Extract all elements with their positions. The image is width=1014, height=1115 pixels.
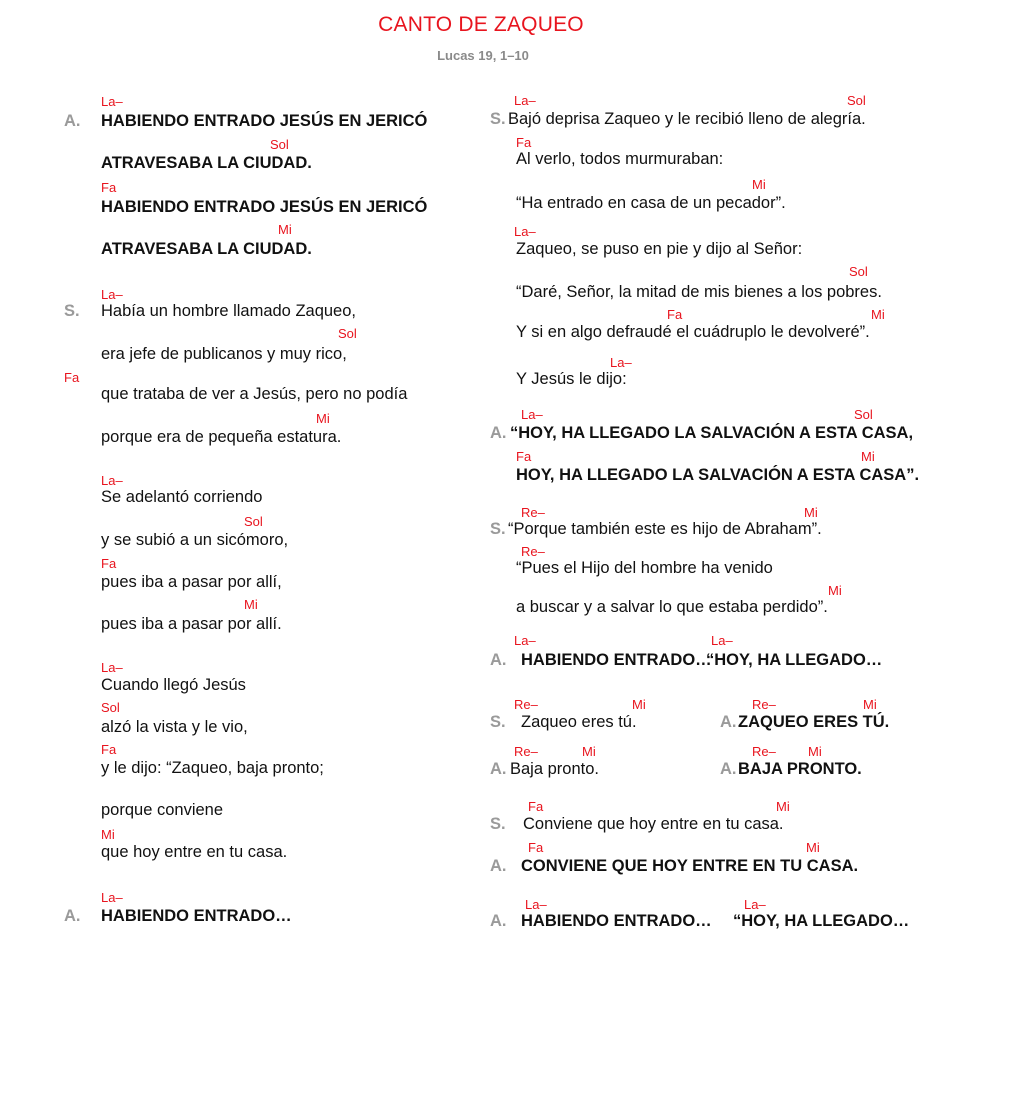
lyric-line: Y Jesús le dijo:	[516, 370, 627, 388]
chord-label: Sol	[847, 93, 866, 108]
speaker-label: S.	[490, 815, 506, 833]
chord-label: La–	[101, 473, 123, 488]
lyric-line: “Porque también este es hijo de Abraham”.	[508, 520, 822, 538]
lyric-line: porque conviene	[101, 801, 224, 819]
lyric-line: Conviene que hoy entre en tu casa.	[523, 815, 784, 833]
lyric-line: HABIENDO ENTRADO…	[521, 912, 712, 930]
lyric-line: ATRAVESABA LA CIUDAD.	[101, 240, 312, 258]
lyric-line: “Pues el Hijo del hombre ha venido	[516, 559, 773, 577]
lyric-line: Bajó deprisa Zaqueo y le recibió lleno de alegría.	[508, 110, 866, 128]
lyric-line: “Ha entrado en casa de un pecador”.	[516, 194, 786, 212]
chord-label: Mi	[752, 177, 766, 192]
chord-label: Mi	[278, 222, 292, 237]
lyric-line: HABIENDO ENTRADO…	[101, 907, 292, 925]
lyric-line: Al verlo, todos murmuraban:	[516, 150, 724, 168]
chord-label: Fa	[101, 180, 117, 195]
chord-label: Fa	[101, 742, 117, 757]
lyric-line: Y si en algo defraudé el cuádruplo le devolveré”.	[516, 323, 870, 341]
lyric-line: que hoy entre en tu casa.	[101, 843, 288, 861]
speaker-label: A.	[720, 760, 737, 778]
speaker-label: A.	[490, 760, 507, 778]
chord-label: Mi	[582, 744, 596, 759]
lyric-line: ZAQUEO ERES TÚ.	[738, 713, 890, 731]
speaker-label: A.	[64, 907, 81, 925]
lyric-line: a buscar y a salvar lo que estaba perdido”.	[516, 598, 828, 616]
chord-label: Re–	[514, 697, 538, 712]
chord-label: La–	[744, 897, 766, 912]
chord-label: La–	[525, 897, 547, 912]
chord-label: La–	[101, 890, 123, 905]
lyric-line: HOY, HA LLEGADO LA SALVACIÓN A ESTA CASA”.	[516, 466, 920, 484]
lyric-line: ATRAVESABA LA CIUDAD.	[101, 154, 312, 172]
lyric-line: pues iba a pasar por allí.	[101, 615, 282, 633]
chord-label: Mi	[316, 411, 330, 426]
lyric-line: CONVIENE QUE HOY ENTRE EN TU CASA.	[521, 857, 859, 875]
speaker-label: S.	[64, 302, 80, 320]
lyric-line: HABIENDO ENTRADO JESÚS EN JERICÓ	[101, 198, 428, 216]
chord-label: Sol	[338, 326, 357, 341]
chord-label: La–	[101, 94, 123, 109]
speaker-label: A.	[720, 713, 737, 731]
chord-label: Mi	[828, 583, 842, 598]
chord-label: Sol	[854, 407, 873, 422]
lyric-line: y se subió a un sicómoro,	[101, 531, 289, 549]
chord-label: Mi	[632, 697, 646, 712]
speaker-label: A.	[490, 424, 507, 442]
chord-label: Fa	[516, 135, 532, 150]
chord-label: Sol	[270, 137, 289, 152]
chord-label: La–	[101, 660, 123, 675]
chord-label: Fa	[528, 840, 544, 855]
speaker-label: A.	[64, 112, 81, 130]
lyric-line: Zaqueo eres tú.	[521, 713, 637, 731]
lyric-line: y le dijo: “Zaqueo, baja pronto;	[101, 759, 324, 777]
chord-label: Fa	[667, 307, 683, 322]
chord-label: Mi	[101, 827, 115, 842]
lyric-line: Baja pronto.	[510, 760, 599, 778]
lyric-line: Cuando llegó Jesús	[101, 676, 246, 694]
speaker-label: S.	[490, 520, 506, 538]
chord-label: La–	[514, 93, 536, 108]
chord-label: Re–	[514, 744, 538, 759]
chord-label: Mi	[776, 799, 790, 814]
chord-label: Mi	[871, 307, 885, 322]
chord-label: La–	[101, 287, 123, 302]
chord-label: Mi	[861, 449, 875, 464]
chord-label: Mi	[244, 597, 258, 612]
speaker-label: A.	[490, 857, 507, 875]
chord-label: Fa	[528, 799, 544, 814]
chord-label: Re–	[752, 744, 776, 759]
chord-label: La–	[521, 407, 543, 422]
lyric-line: “HOY, HA LLEGADO LA SALVACIÓN A ESTA CASA,	[510, 424, 914, 442]
chord-label: Sol	[849, 264, 868, 279]
chord-label: Re–	[521, 544, 545, 559]
chord-label: Mi	[863, 697, 877, 712]
lyric-line: “Daré, Señor, la mitad de mis bienes a los pobres.	[516, 283, 882, 301]
speaker-label: S.	[490, 110, 506, 128]
speaker-label: S.	[490, 713, 506, 731]
chord-label: Mi	[806, 840, 820, 855]
lyric-line: Zaqueo, se puso en pie y dijo al Señor:	[516, 240, 803, 258]
lyric-line: Se adelantó corriendo	[101, 488, 263, 506]
chord-label: La–	[711, 633, 733, 648]
lyric-line: HABIENDO ENTRADO JESÚS EN JERICÓ	[101, 112, 428, 130]
lyric-line: alzó la vista y le vio,	[101, 718, 248, 736]
chord-label: Fa	[101, 556, 117, 571]
speaker-label: A.	[490, 651, 507, 669]
lyric-line: que trataba de ver a Jesús, pero no podía	[101, 385, 408, 403]
lyric-line: porque era de pequeña estatura.	[101, 428, 342, 446]
chord-label: La–	[514, 633, 536, 648]
chord-label: La–	[514, 224, 536, 239]
lyric-line: era jefe de publicanos y muy rico,	[101, 345, 347, 363]
speaker-label: A.	[490, 912, 507, 930]
song-title: CANTO DE ZAQUEO	[378, 13, 584, 36]
chord-label: Mi	[804, 505, 818, 520]
lyric-line: “HOY, HA LLEGADO…	[733, 912, 910, 930]
chord-label: Mi	[808, 744, 822, 759]
lyric-line: BAJA PRONTO.	[738, 760, 862, 778]
chord-label: Re–	[752, 697, 776, 712]
lyric-line: “HOY, HA LLEGADO…	[706, 651, 883, 669]
chord-label: Fa	[64, 370, 80, 385]
chord-label: Fa	[516, 449, 532, 464]
lyric-line: pues iba a pasar por allí,	[101, 573, 282, 591]
lyric-line: Había un hombre llamado Zaqueo,	[101, 302, 356, 320]
scripture-reference: Lucas 19, 1–10	[437, 48, 529, 63]
chord-label: Re–	[521, 505, 545, 520]
chord-label: La–	[610, 355, 632, 370]
chord-label: Sol	[244, 514, 263, 529]
chord-label: Sol	[101, 700, 120, 715]
lyric-line: HABIENDO ENTRADO…	[521, 651, 712, 669]
